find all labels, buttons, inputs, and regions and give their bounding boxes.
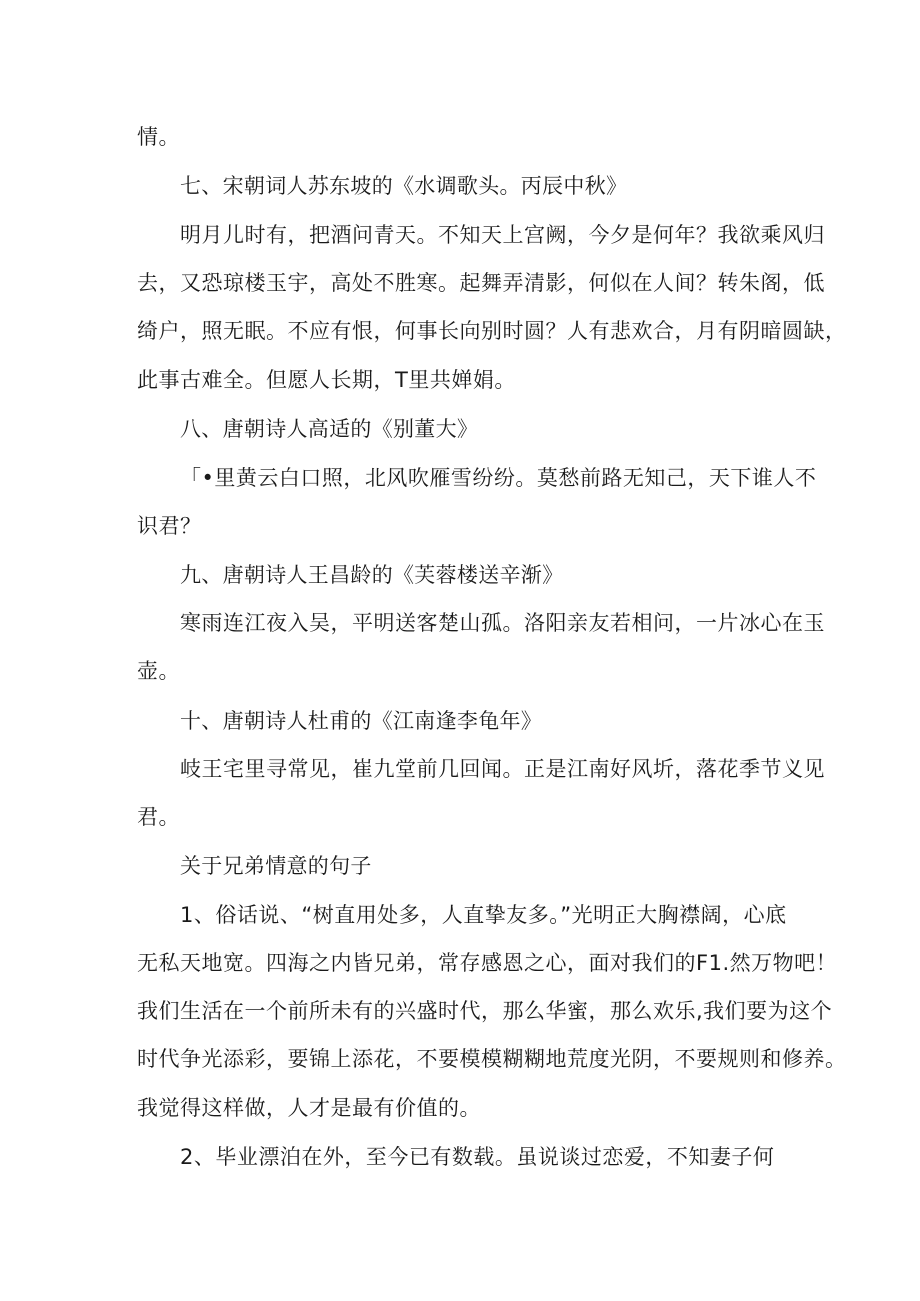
paragraph-line: 君。 xyxy=(137,805,180,829)
paragraph-line: 我觉得这样做，人才是最有价值的。 xyxy=(137,1096,481,1120)
paragraph-line: 此事古难全。但愿人长期，T里共婵娟。 xyxy=(137,368,516,392)
paragraph-line: 识君？ xyxy=(137,514,202,538)
paragraph-line: 明月儿时有，把酒问青天。不知天上宫阙，今夕是何年？我欲乘风归 xyxy=(180,223,825,247)
section-heading-10: 十、唐朝诗人杜甫的《江南逢李龟年》 xyxy=(180,709,543,733)
paragraph-line: 壶。 xyxy=(137,659,180,683)
paragraph-line: 时代争光添彩，要锦上添花，不要模模糊糊地荒度光阴，不要规则和修养。 xyxy=(137,1047,847,1071)
paragraph-line: 1、俗话说、“树直用处多，人直挚友多。”光明正大胸襟阔，心底 xyxy=(180,903,787,927)
section-heading-7: 七、宋朝词人苏东坡的《水调歌头。丙辰中秋》 xyxy=(180,174,628,198)
paragraph-line: 2、毕业漂泊在外，至今已有数载。虽说谈过恋爱，不知妻子何 xyxy=(180,1145,775,1169)
paragraph-line: 我们生活在一个前所未有的兴盛时代，那么华蜜，那么欢乐,我们要为这个 xyxy=(137,999,833,1023)
paragraph-line: 无私天地宽。四海之内皆兄弟，常存感恩之心，面对我们的F1.然万物吧！ xyxy=(137,951,838,975)
section-title: 关于兄弟情意的句子 xyxy=(180,854,372,878)
section-heading-9: 九、唐朝诗人王昌龄的《芙蓉楼送辛渐》 xyxy=(180,563,564,587)
paragraph-line: 「•里黄云白口照，北风吹雁雪纷纷。莫愁前路无知己，天下谁人不 xyxy=(180,466,817,490)
paragraph-line: 去，又恐琼楼玉宇，高处不胜寒。起舞弄清影，何似在人间？转朱阁，低 xyxy=(137,271,825,295)
paragraph-line: 寒雨连江夜入吴，平明送客楚山孤。洛阳亲友若相问，一片冰心在玉 xyxy=(180,611,825,635)
section-heading-8: 八、唐朝诗人高适的《别董大》 xyxy=(180,417,479,441)
paragraph-line: 绮户，照无眠。不应有恨，何事长向别时圆？人有悲欢合，月有阴暗圆缺， xyxy=(137,319,847,343)
paragraph-line: 情。 xyxy=(137,125,180,149)
paragraph-line: 岐王宅里寻常见，崔九堂前几回闻。正是江南好风圻，落花季节义见 xyxy=(180,757,825,781)
